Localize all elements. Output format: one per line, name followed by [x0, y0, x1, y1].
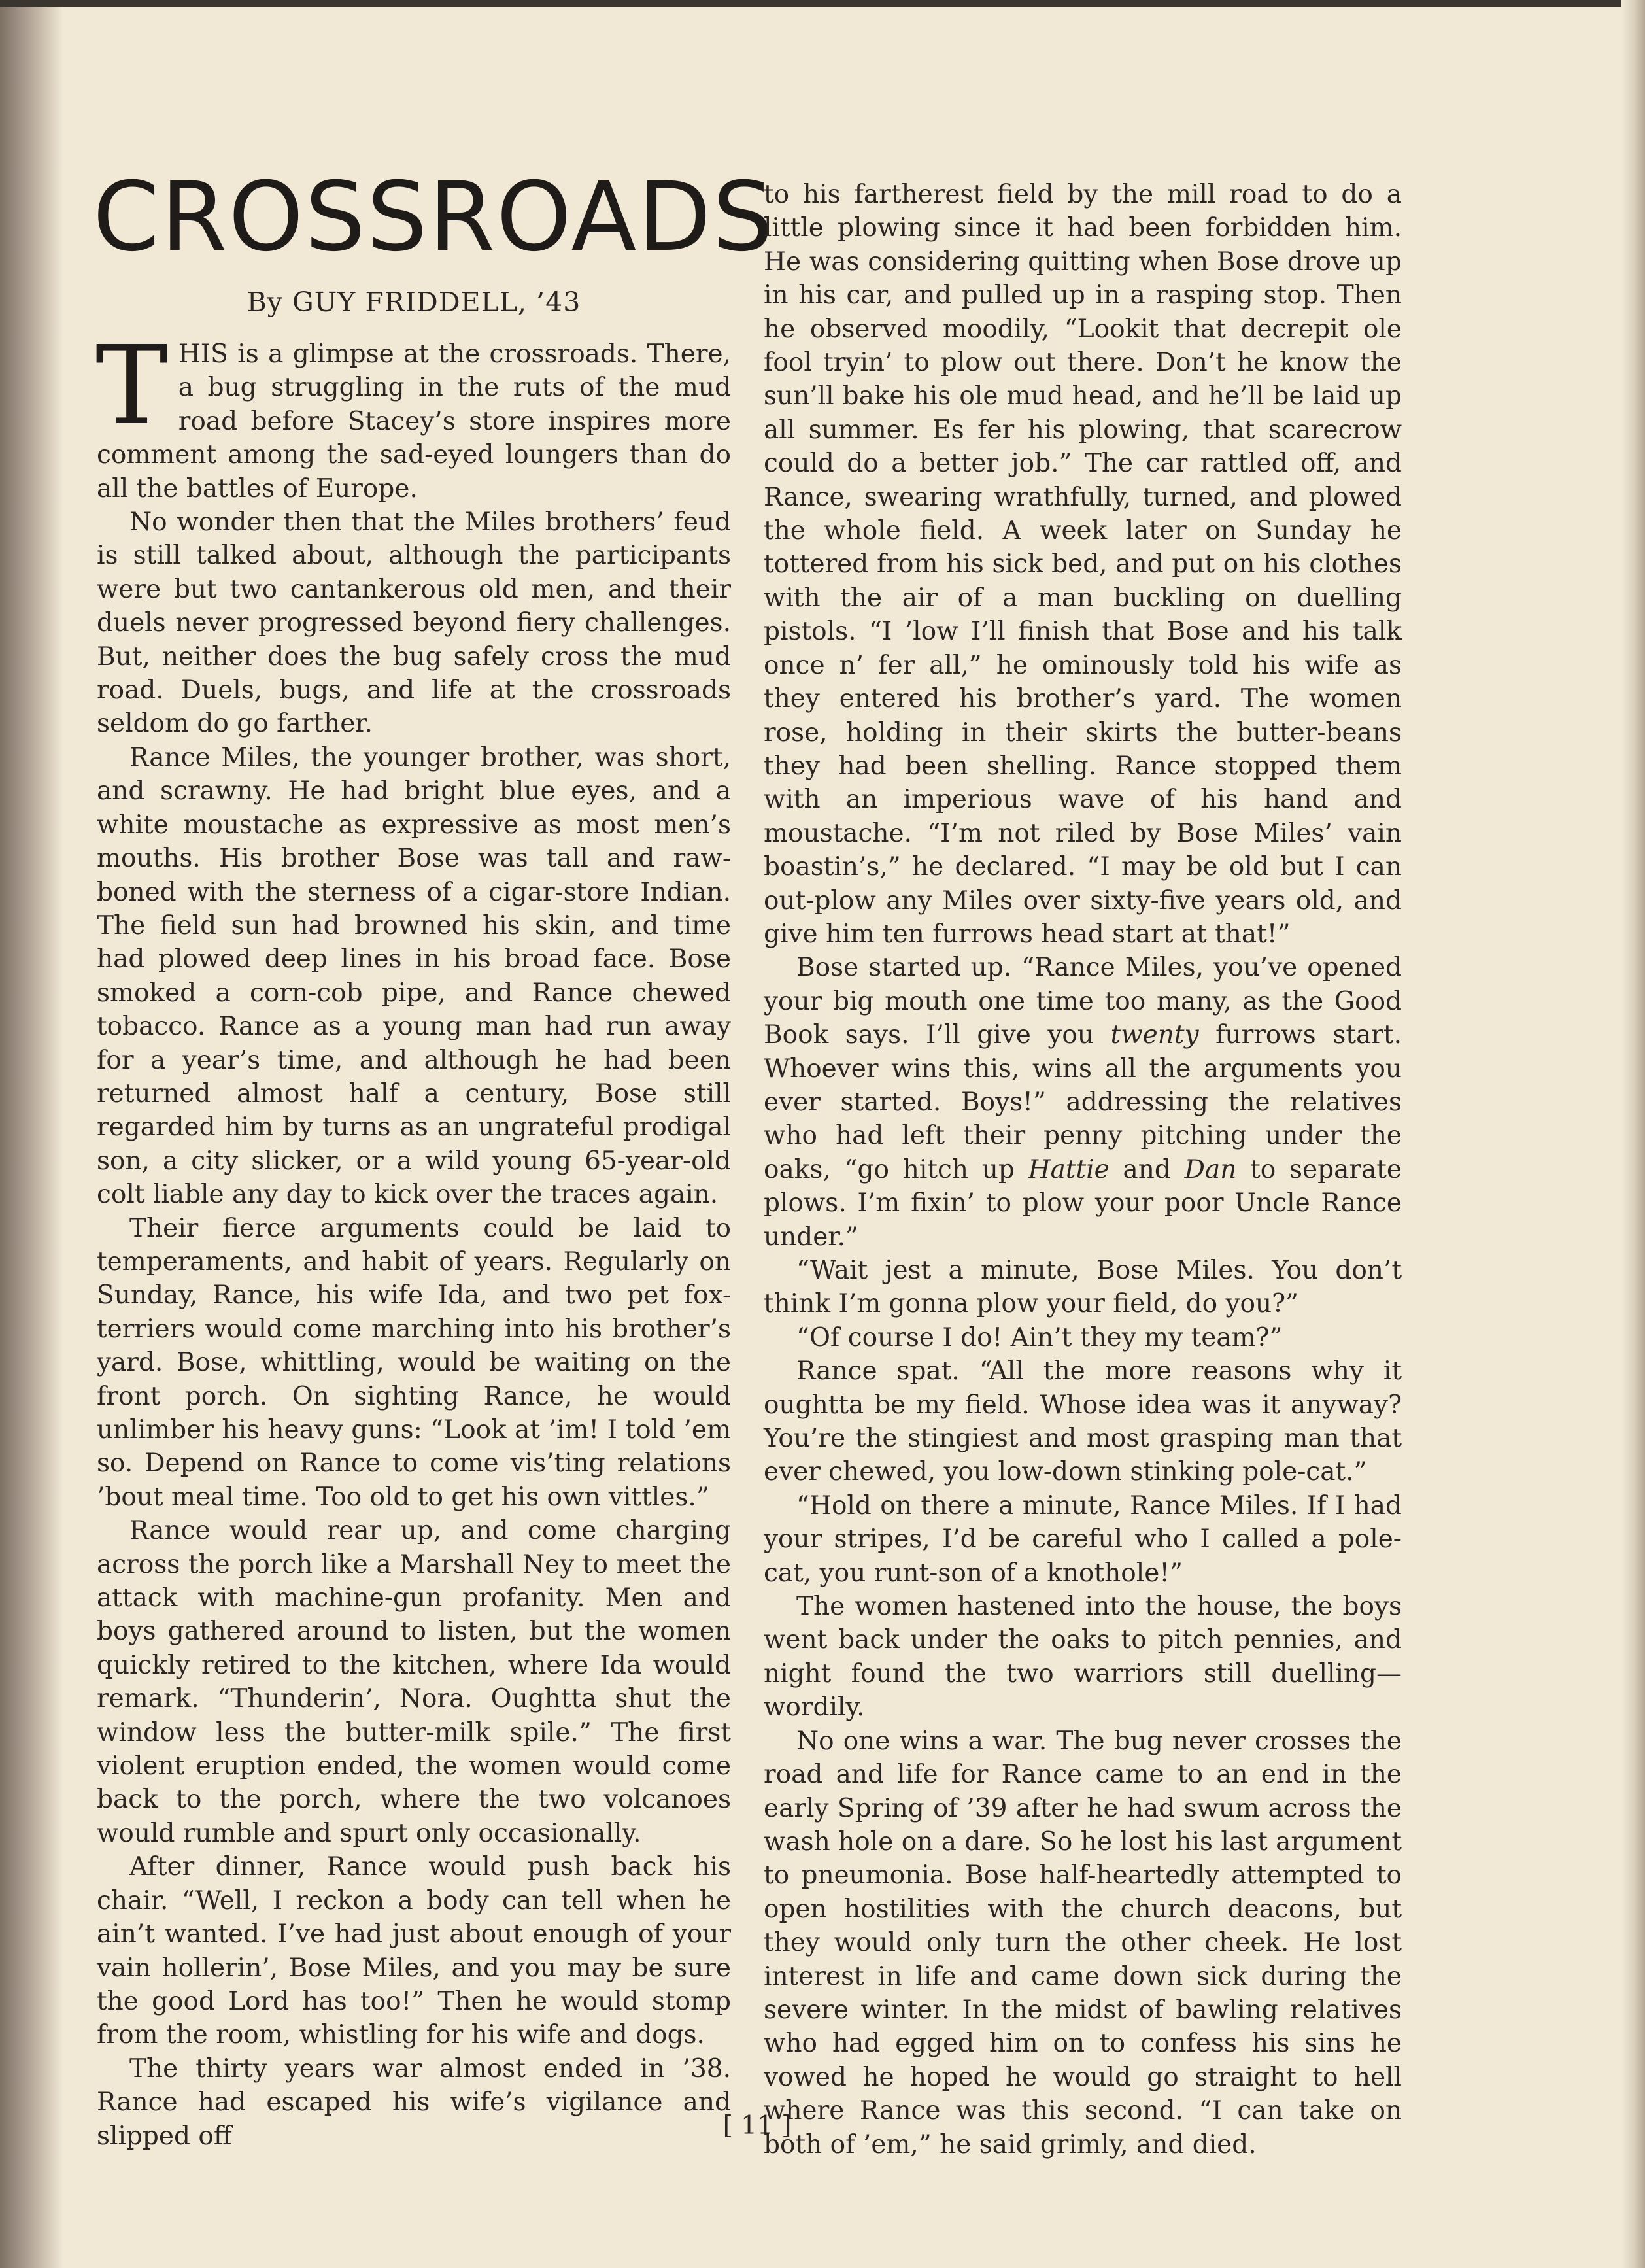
- paragraph-12: Rance spat. “All the more reasons why it oughtta be my field. Whose idea was it anyway? You’re the stingiest and most grasping man that ever chewed, you low-down stinking pole-cat.”: [764, 1356, 1402, 1487]
- paragraph-1-text: is a glimpse at the crossroads. There, a bug struggling in the ruts of the mud road before Stacey’s store inspires more comment among the sad-eyed loungers than do all the battles of Europe.: [97, 339, 731, 504]
- drop-cap: T: [95, 323, 168, 449]
- top-edge-line: [0, 0, 1645, 7]
- paragraph-13: “Hold on there a minute, Rance Miles. If I had your stripes, I’d be careful who I called a pole-cat, you runt-son of a knothole!”: [764, 1490, 1402, 1588]
- paragraph-14: The women hastened into the house, the boys went back under the oaks to pitch pennies, and night found the two warriors still duelling—wordily.: [764, 1592, 1402, 1723]
- page-number: [ 11 ]: [722, 2111, 792, 2140]
- paragraph-8: to his fartherest field by the mill road to do a little plowing since it had been forbidden him. He was considering quitting when Bose drove up in his car, and pulled up in a rasping stop. Then he observed moodily, “Lookit that decrepit ole fool tryin’ to plow out there. Don’t he know the sun’ll bake his ole mud head, and he’ll be laid up all summer. Es fer his plowing, that scarecrow could do a better job.” The car rattled off, and Rance, swearing wrathfully, turned, and plowed the whole field. A week later on Sunday he tottered from his sick bed, and put on his clothes with the air of a man buckling on duelling pistols. “I ’low I’ll finish that Bose and his talk once n’ fer all,” he ominously told his wife as they entered his brother’s yard. The women rose, holding in their skirts the butter-beans they had been shelling. Rance stopped them with an imperious wave of his hand and moustache. “I’m not riled by Bose Miles’ vain boastin’s,” he declared. “I may be old but I can out-plow any Miles over sixty-five years old, and give him ten furrows head start at that!”: [764, 180, 1402, 949]
- paragraph-5: Rance would rear up, and come charging across the porch like a Marshall Ney to meet the attack with machine-gun profanity. Men and boys gathered around to listen, but the women quickly retired to the kitchen, where Ida would remark. “Thunderin’, Nora. Oughtta shut the window less the butter-milk spile.” The first violent eruption ended, the women would come back to the porch, where the two volcanoes would rumble and spurt only occasionally.: [97, 1516, 731, 1848]
- emphasis-twenty: twenty: [1110, 1020, 1199, 1050]
- page-right-edge: [1621, 0, 1645, 2268]
- opening-word: HIS: [178, 339, 228, 369]
- paragraph-2: No wonder then that the Miles brothers’ feud is still talked about, although the participants were but two cantankerous old men, and their duels never progressed beyond fiery challenges. But, neither does the bug safely cross the mud road. Duels, bugs, and life at the crossroads seldom do go farther.: [97, 507, 731, 739]
- emphasis-hattie: Hattie: [1028, 1154, 1110, 1184]
- paragraph-15: No one wins a war. The bug never crosses the road and life for Rance came to an end in the early Spring of ’39 after he had swum across the wash hole on a dare. So he lost his last argument to pneumonia. Bose half-heartedly attempted to open hostilities with the church deacons, but they would only turn the other cheek. He lost interest in life and came down sick during the severe winter. In the midst of bawling relatives who had egged him on to confess his sins he vowed he hoped he would go straight to hell where Rance was this second. “I can take on both of ’em,” he said grimly, and died.: [764, 1726, 1402, 2159]
- paragraph-10: “Wait jest a minute, Bose Miles. You don’t think I’m gonna plow your field, do you?”: [764, 1256, 1402, 1319]
- paragraph-9-part-c: and: [1109, 1154, 1185, 1184]
- paragraph-1: [95, 323, 731, 506]
- paragraph-9: [764, 951, 1402, 1254]
- left-column: [95, 323, 731, 2153]
- paragraph-9-part-d: to separate plows. I’m fixin’ to plow your poor Uncle Rance under.”: [764, 1154, 1402, 1252]
- article-byline: By GUY FRIDDELL, ’43: [246, 286, 581, 318]
- paragraph-4: Their fierce arguments could be laid to temperaments, and habit of years. Regularly on Sunday, Rance, his wife Ida, and two pet fox-terriers would come marching into his brother’s yard. Bose, whittling, would be waiting on the front porch. On sighting Rance, he would unlimber his heavy guns: “Look at ’im! I told ’em so. Depend on Rance to come vis’ting relations ’bout meal time. Too old to get his own vittles.”: [97, 1213, 731, 1512]
- paragraph-11: “Of course I do! Ain’t they my team?”: [796, 1322, 1283, 1352]
- right-column: [764, 178, 1402, 2161]
- paragraph-9-part-a: Bose started up. “Rance Miles, you’ve opened your big mouth one time too many, as the Good Book says. I’ll give you: [764, 953, 1402, 1050]
- paragraph-6: After dinner, Rance would push back his chair. “Well, I reckon a body can tell when he ain’t wanted. I’ve had just about enough of your vain hollerin’, Bose Miles, and you may be sure the good Lord has too!” Then he would stomp from the room, whistling for his wife and dogs.: [97, 1852, 731, 2050]
- emphasis-dan: Dan: [1184, 1154, 1237, 1184]
- book-spine-shadow: [0, 0, 62, 2268]
- paragraph-3: Rance Miles, the younger brother, was short, and scrawny. He had bright blue eyes, and a white moustache as expressive as most men’s mouths. His brother Bose was tall and raw-boned with the sterness of a cigar-store Indian. The field sun had browned his skin, and time had plowed deep lines in his broad face. Bose smoked a corn-cob pipe, and Rance chewed tobacco. Rance as a young man had run away for a year’s time, and although he had been returned almost half a century, Bose still regarded him by turns as an ungrateful prodigal son, a city slicker, or a wild young 65-year-old colt liable any day to kick over the traces again.: [97, 742, 731, 1210]
- paragraph-9-part-b: furrows start. Whoever wins this, wins all the arguments you ever started. Boys!” addressing the relatives who had left their penny pitching under the oaks, “go hitch up: [764, 1020, 1402, 1184]
- article-title: CROSSROADS: [93, 162, 775, 273]
- paragraph-7: The thirty years war almost ended in ’38. Rance had escaped his wife’s vigilance and slipped off: [97, 2053, 731, 2151]
